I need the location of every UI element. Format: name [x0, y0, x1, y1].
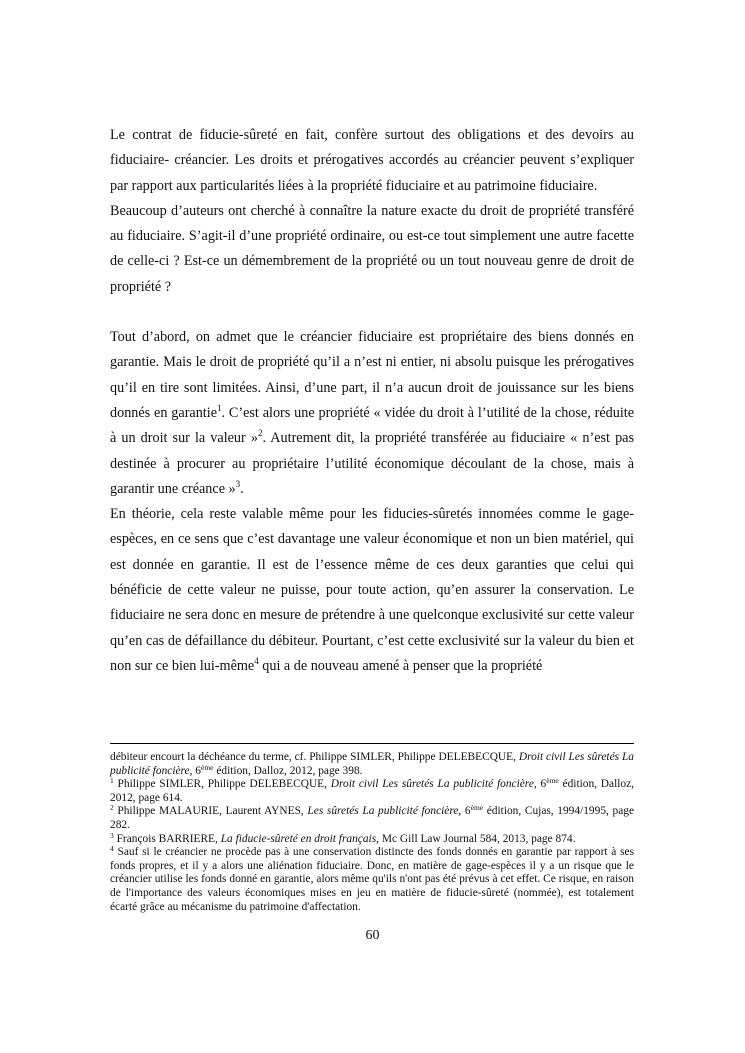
footnote-1: $^1$ Philippe SIMLER, Philippe DELEBECQUE, Droit civil Les sûretés La publicité foncière, 6ème édition, Dalloz, 2012, page 614. — [110, 776, 635, 804]
footnote-2: $^2$ Philippe MALAURIE, Laurent AYNES, Les sûretés La publicité foncière, 6ème édition, Cujas, 1994/1995, page 282. — [110, 803, 635, 831]
footnote-separator — [110, 743, 634, 744]
footnote-ref-1: 1 — [217, 402, 222, 413]
paragraph-4: En théorie, cela reste valable même pour les fiducies-sûretés innomées comme le gage-espèces, en ce sens que c’est davantage une valeur économique et non un bien matériel, qui est donnée en garantie. Il est de l’essence même de ces deux garanties que celui qui bénéficie de cette valeur ne puisse, pour toute action, qu’en assurer la conservation. Le fiduciaire ne sera donc en mesure de prétendre à une quelconque exclusivité sur cette valeur qu’en cas de défaillance du débiteur. Pourtant, c’est cette exclusivité sur la valeur du bien et non sur ce bien lui-même$^4$ qui a de nouveau amené à penser que la propriété — [110, 506, 634, 674]
page-number: 60 — [365, 928, 380, 943]
footnote-ref-3: 3 — [235, 478, 241, 489]
paragraph-3: Tout d’abord, on admet que le créancier fiduciaire est propriétaire des biens donnés en garantie. Mais le droit de propriété qu’il a n’est ni entier, ni absolu puisque les prérogatives qu’il en tire sont limitées. Ainsi, d’une part, il n’a aucun droit de jouissance sur les biens donnés en garantie$^1$. C’est alors une propriété « vidée du droit à l’utilité de la chose, réduite à un droit sur la valeur »$^2$. Autrement dit, la propriété transférée au fiduciaire « n’est pas destinée à procurer au propriétaire l’utilité économique découlant de la chose, mais à garantir une créance »$^3$. — [110, 329, 635, 497]
footnote-continued: débiteur encourt la déchéance du terme, cf. Philippe SIMLER, Philippe DELEBECQUE, Droit civil Les sûretés La publicité foncière, 6ème édition, Dalloz, 2012, page 398. — [110, 751, 634, 777]
footnote-3: $^3$ François BARRIERE, La fiducie-sûreté en droit français, Mc Gill Law Journal 584, 2013, page 874. — [110, 830, 576, 845]
footnote-ref-2: 2 — [257, 428, 263, 439]
paragraph-1: Le contrat de fiducie-sûreté en fait, confère surtout des obligations et des devoirs au fiduciaire- créancier. Les droits et prérogatives accordés au créancier peuvent s’expliquer par rapport aux particularités liées à la propriété fiduciaire et au patrimoine fiduciaire. — [110, 127, 634, 194]
footnotes — [110, 751, 634, 914]
footnote-ref-4: 4 — [254, 655, 259, 666]
paragraph-2: Beaucoup d’auteurs ont cherché à connaître la nature exacte du droit de propriété transféré au fiduciaire. S’agit-il d’une propriété ordinaire, ou est-ce tout simplement une autre facette de celle-ci ? Est-ce un démembrement de la propriété ou un tout nouveau genre de droit de propriété ? — [110, 202, 634, 295]
body-text — [110, 123, 634, 679]
footnote-4: $^4$ Sauf si le créancier ne procède pas à une conservation distincte des fonds donnés en garantie par rapport à ses fonds propres, et il y a alors une aliénation fiduciaire. Donc, en matière de gage-espèces il y a un risque que le créancier utilise les fonds donné en garantie, alors même qu'ils n'ont pas été prévus à cet effet. Ce risque, en raison de l'importance des valeurs économiques mises en jeu en matière de fiducie-sûreté (nommée), est totalement écarté grâce au mécanisme du patrimoine d'affectation. — [110, 844, 634, 913]
